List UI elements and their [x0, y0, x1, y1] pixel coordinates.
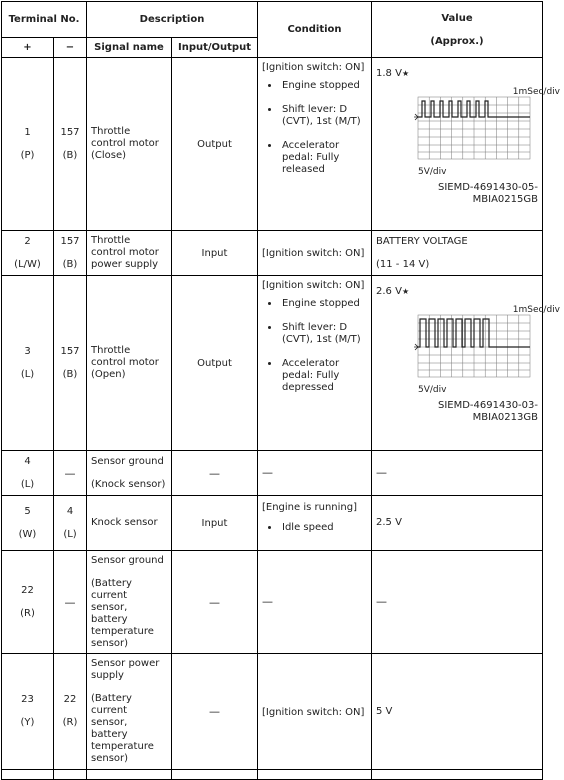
signal-name: Throttle control motor power supply: [87, 231, 172, 276]
table-row: [2, 58, 543, 231]
input-output: Output: [172, 276, 258, 451]
condition: —: [258, 451, 372, 496]
table-row: [2, 654, 543, 770]
scope-volt-scale: 5V/div: [418, 385, 447, 395]
input-output: —: [172, 551, 258, 654]
signal-name: Throttle control motor (Open): [87, 276, 172, 451]
table-row: [2, 496, 543, 551]
condition: [Ignition switch: ON] • Engine stopped • Shift lever: D (CVT), 1st (M/T) • Accelerator pedal: Fully depressed: [258, 276, 372, 451]
condition: [Engine is running] • Idle speed: [258, 496, 372, 551]
star-icon: ★: [401, 69, 410, 78]
input-output: —: [172, 654, 258, 770]
header-minus: −: [54, 38, 87, 58]
minus-terminal: 157 (B): [54, 58, 87, 231]
star-icon: ★: [401, 287, 410, 296]
input-output: Input: [172, 231, 258, 276]
plus-terminal: 5 (W): [2, 496, 54, 551]
value: [372, 231, 543, 276]
waveform-graph: [414, 95, 534, 163]
signal-name: Throttle control motor (Close): [87, 58, 172, 231]
table-row: [2, 231, 543, 276]
condition: [Ignition switch: ON]: [258, 231, 372, 276]
header-value-label: Value: [441, 12, 473, 24]
scope-time-scale: 1mSec/div: [512, 305, 560, 315]
table-row: [2, 551, 543, 654]
scope-volt-scale: 5V/div: [418, 167, 447, 177]
minus-terminal: 4 (L): [54, 496, 87, 551]
value-main: 2.6 V: [376, 286, 402, 297]
minus-terminal: 157 (B): [54, 276, 87, 451]
input-output: Output: [172, 58, 258, 231]
plus-terminal: 1 (P): [2, 58, 54, 231]
waveform-graph: [414, 313, 534, 381]
value: —: [372, 451, 543, 496]
header-value-approx: (Approx.): [430, 35, 484, 47]
figure-id: SIEMD-4691430-05-MBIA0215GB: [437, 182, 538, 205]
condition: [Ignition switch: ON] • Engine stopped • Shift lever: D (CVT), 1st (M/T) • Accelerator pedal: Fully released: [258, 58, 372, 231]
plus-terminal: 4 (L): [2, 451, 54, 496]
signal-name: Knock sensor: [87, 496, 172, 551]
plus-terminal: 3 (L): [2, 276, 54, 451]
header-signal-name: Signal name: [87, 38, 172, 58]
header-input-output: Input/Output: [172, 38, 258, 58]
value-sub: (11 - 14 V): [376, 258, 430, 270]
plus-terminal: 2 (L/W): [2, 231, 54, 276]
minus-terminal: 22 (R): [54, 654, 87, 770]
header-value: [372, 2, 543, 58]
header-description: Description: [87, 2, 258, 38]
value: [372, 58, 560, 231]
header-terminal-no: Terminal No.: [2, 2, 87, 38]
value: —: [372, 551, 543, 654]
table-row: [2, 276, 543, 451]
oscilloscope-waveform: [414, 304, 564, 394]
input-output: —: [172, 451, 258, 496]
value: 5 V: [372, 654, 543, 770]
minus-terminal: 157 (B): [54, 231, 87, 276]
input-output: Input: [172, 496, 258, 551]
minus-terminal: —: [54, 451, 87, 496]
terminal-table: [1, 1, 560, 780]
condition: [Ignition switch: ON]: [258, 654, 372, 770]
header-plus: +: [2, 38, 54, 58]
signal-name: Sensor power supply (Battery current sensor, battery temperature sensor): [87, 654, 172, 770]
value-main: 1.8 V: [376, 68, 402, 79]
plus-terminal: 23 (Y): [2, 654, 54, 770]
scope-time-scale: 1mSec/div: [512, 87, 560, 97]
minus-terminal: —: [54, 551, 87, 654]
condition: —: [258, 551, 372, 654]
table-row: [2, 451, 543, 496]
figure-id: SIEMD-4691430-03-MBIA0213GB: [437, 400, 538, 423]
header-condition: Condition: [258, 2, 372, 58]
signal-name: Sensor ground (Battery current sensor, battery temperature sensor): [87, 551, 172, 654]
plus-terminal: 22 (R): [2, 551, 54, 654]
value: 2.5 V: [372, 496, 543, 551]
table-row-partial: [2, 770, 543, 780]
value: [372, 276, 560, 451]
oscilloscope-waveform: [414, 86, 564, 176]
value-main: BATTERY VOLTAGE: [376, 235, 468, 247]
signal-name: Sensor ground (Knock sensor): [87, 451, 172, 496]
